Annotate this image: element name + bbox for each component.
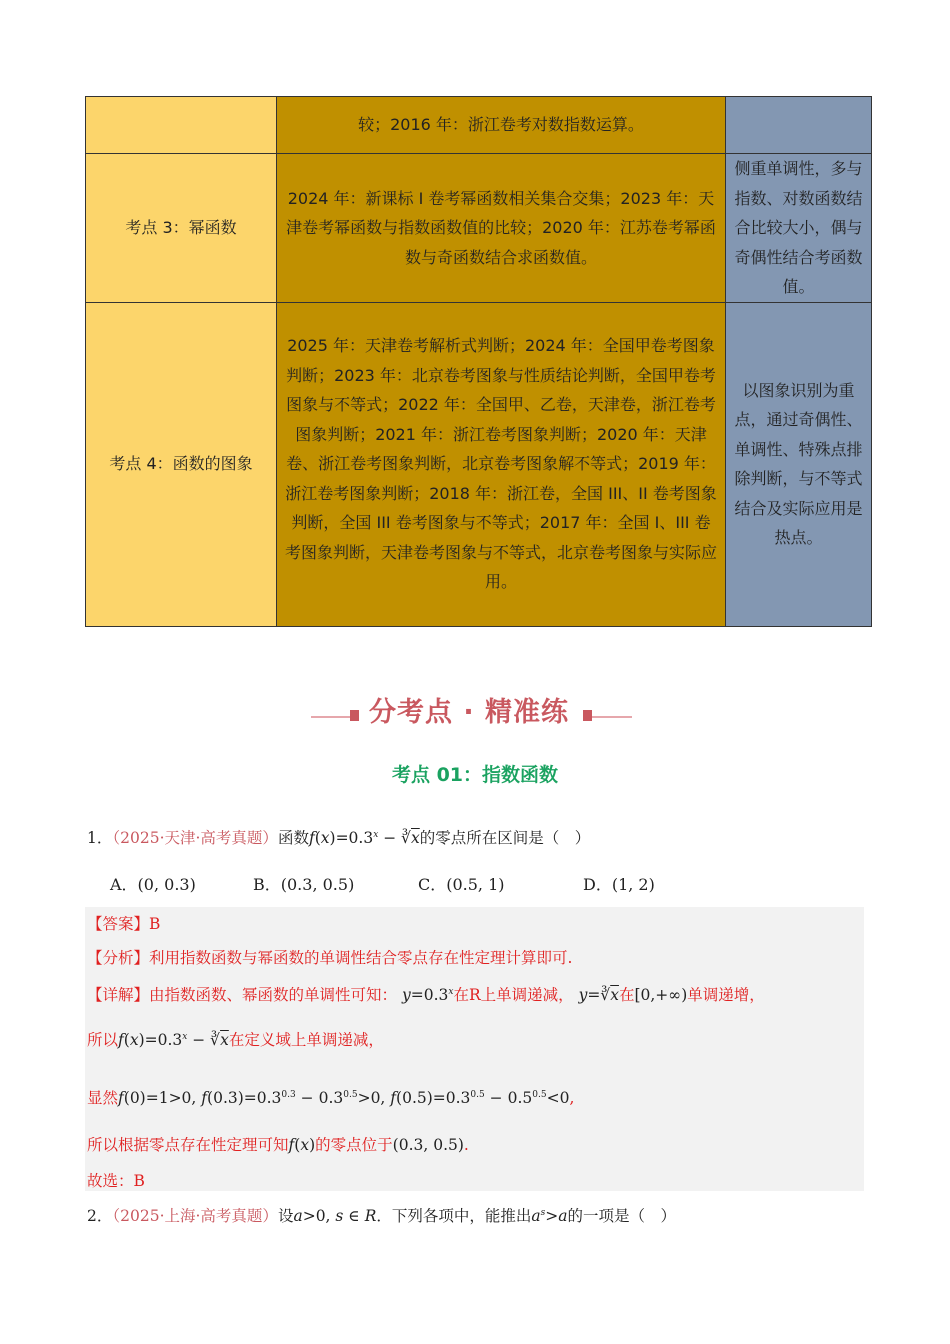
banner-left-line	[311, 716, 351, 718]
analysis-line: 【分析】利用指数函数与幂函数的单调性结合零点存在性定理计算即可.	[87, 949, 573, 967]
banner-right-square-icon	[583, 710, 592, 721]
answer-line: 【答案】B	[87, 915, 161, 933]
question-number: 2．	[87, 1207, 113, 1225]
banner-title: 分考点 · 精准练	[369, 697, 570, 728]
math-expression: a>0, s ∈ R	[293, 1207, 377, 1225]
section-banner	[0, 688, 950, 732]
exam-points-table	[85, 96, 872, 627]
option-b[interactable]: B．(0.3, 0.5)	[253, 875, 355, 894]
table-row	[86, 302, 872, 626]
banner-left-square-icon	[350, 710, 359, 721]
history-cell: 2025 年：天津卷考解析式判断；2024 年：全国甲卷考图象判断；2023 年：北京卷考图象与性质结论判断，全国甲卷考图象与不等式；2022 年：全国甲、乙卷，天津卷，浙江卷考图象判断；2021 年：浙江卷考图象判断；2020 年：天津卷、浙江卷考图象判断，北京卷考图象解不等式；2019 年：浙江卷考图象判断；2018 年：浙江卷，全国 III、II 卷考图象判断，全国 III 卷考图象与不等式；2017 年：全国 I、III 卷考图象判断，天津卷考图象与不等式，北京卷考图象与实际应用。	[277, 302, 726, 626]
question-1: 1．（2025·天津·高考真题）函数$f(x)=0.3^x$ − $∛\overline{x}$的零点所在区间是（ ）	[87, 829, 591, 847]
topic-heading: 考点 01：指数函数	[391, 764, 559, 786]
trend-cell	[726, 97, 872, 154]
detail-line-3: 显然f(0)=1>0, $f(0.3)=0.3^{0.3} - 0.3^{0.5}>0$, $f(0.5)=0.3^{0.5} - 0.5^{0.5}<0$,	[87, 1089, 575, 1107]
question-number: 1．	[87, 829, 113, 847]
detail-line-2: 所以$f(x)=0.3^x$ − $∛\overline{x}$在定义域上单调递减，	[87, 1031, 384, 1049]
conclusion-line: 故选：B	[87, 1172, 145, 1190]
point-cell: 考点 3：幂函数	[86, 154, 277, 303]
table-row	[86, 154, 872, 303]
question-source: （2025·天津·高考真题）	[112, 829, 278, 847]
trend-cell: 侧重单调性，多与指数、对数函数结合比较大小，偶与奇偶性结合考函数值。	[726, 154, 872, 303]
question-stem: 函数	[277, 829, 309, 847]
point-cell: 考点 4：函数的图象	[86, 302, 277, 626]
detail-line: 【详解】由指数函数、幂函数的单调性可知： $y=0.3^x$在R上单调递减， $y=∛\overline{x}$在[0,+∞)单调递增，	[87, 986, 765, 1004]
option-a[interactable]: A．(0, 0.3)	[110, 875, 196, 894]
math-expression: $a^s>a$	[531, 1207, 568, 1225]
table-row	[86, 97, 872, 154]
answer-value: B	[149, 915, 161, 933]
detail-line-4: 所以根据零点存在性定理可知f(x)的零点位于(0.3, 0.5).	[87, 1136, 469, 1154]
math-expression: $f(x)=0.3^x$ − $∛\overline{x}$	[308, 829, 420, 847]
history-cell: 2024 年：新课标 I 卷考幂函数相关集合交集；2023 年：天津卷考幂函数与指数函数值的比较；2020 年：江苏卷考幂函数与奇函数结合求函数值。	[277, 154, 726, 303]
history-cell: 较；2016 年：浙江卷考对数指数运算。	[277, 97, 726, 154]
trend-cell: 以图象识别为重点，通过奇偶性、单调性、特殊点排除判断，与不等式结合及实际应用是热点。	[726, 302, 872, 626]
banner-right-line	[592, 716, 632, 718]
question-source: （2025·上海·高考真题）	[112, 1207, 278, 1225]
point-cell	[86, 97, 277, 154]
option-c[interactable]: C．(0.5, 1)	[418, 875, 505, 894]
question-2: 2．（2025·上海·高考真题）设a>0, s ∈ R．下列各项中，能推出$a^s>a$的一项是（ ）	[87, 1207, 677, 1225]
option-d[interactable]: D．(1, 2)	[583, 875, 655, 894]
